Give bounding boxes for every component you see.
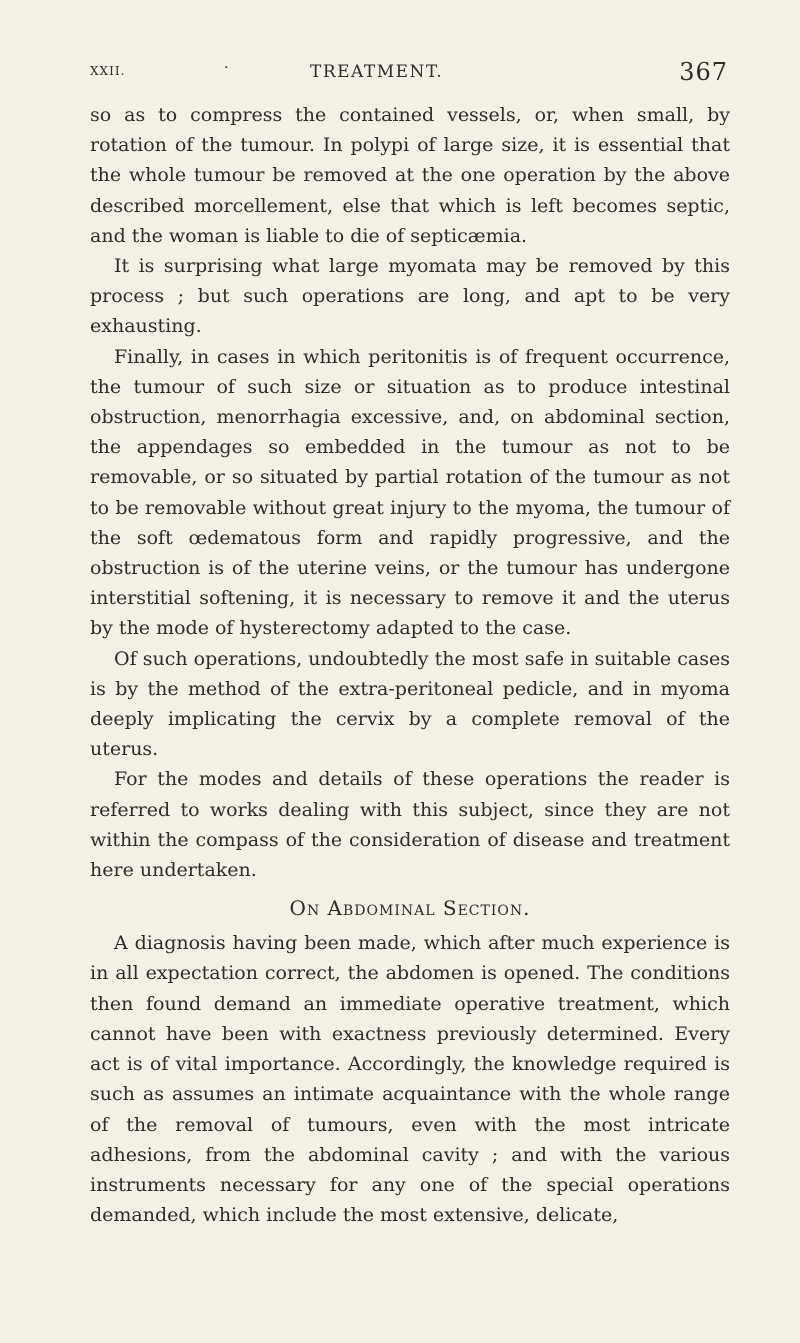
paragraph: A diagnosis having been made, which after much experience is in all expectation correct, the abdomen is opened. The conditions then found demand an immediate operative treatment, which cannot have been with exactness previously determined. Every act is of vital importance. Accordingly, the knowledge required is such as assumes an intimate acquaintance with the whole range of the removal of tumours, even with the most intricate adhesions, from the abdominal cavity ; and with the various instruments necessary for any one of the special operations demanded, which include the most extensive, delicate,: [90, 932, 730, 1227]
running-head-title: TREATMENT.: [310, 62, 444, 82]
paragraph: It is surprising what large myomata may be removed by this process ; but such operations are long, and apt to be very exhausting.: [90, 255, 730, 338]
page-body: [90, 100, 730, 1230]
running-head-separator: ·: [224, 60, 230, 76]
chapter-number: XXII.: [90, 64, 126, 78]
paragraph: Finally, in cases in which peritonitis is of frequent occurrence, the tumour of such size or situation as to produce intestinal obstruction, menorrhagia excessive, and, on abdominal section, the appendages so embedded in the tumour as not to be removable, or so situated by partial rotation of the tumour as not to be removable without great injury to the myoma, the tumour of the soft œdematous form and rapidly progressive, and the obstruction is of the uterine veins, or the tumour has undergone interstitial softening, it is necessary to remove it and the uterus by the mode of hysterectomy adapted to the case.: [90, 345, 730, 640]
section-heading: On Abdominal Section.: [289, 896, 531, 921]
paragraph: For the modes and details of these operations the reader is referred to works dealing with this subject, since they are not within the compass of the consideration of disease and treatment here undertaken.: [90, 768, 730, 882]
page-number: 367: [679, 58, 728, 86]
paragraph: Of such operations, undoubtedly the most safe in suitable cases is by the method of the extra-peritoneal pedicle, and in myoma deeply implicating the cervix by a complete removal of the uterus.: [90, 647, 730, 761]
running-head: [90, 58, 728, 88]
paragraph-continued: so as to compress the contained vessels, or, when small, by rotation of the tumour. In polypi of large size, it is essential that the whole tumour be removed at the one operation by the above described morcellement, else that which is left becomes septic, and the woman is liable to die of septicæmia.: [90, 104, 730, 247]
